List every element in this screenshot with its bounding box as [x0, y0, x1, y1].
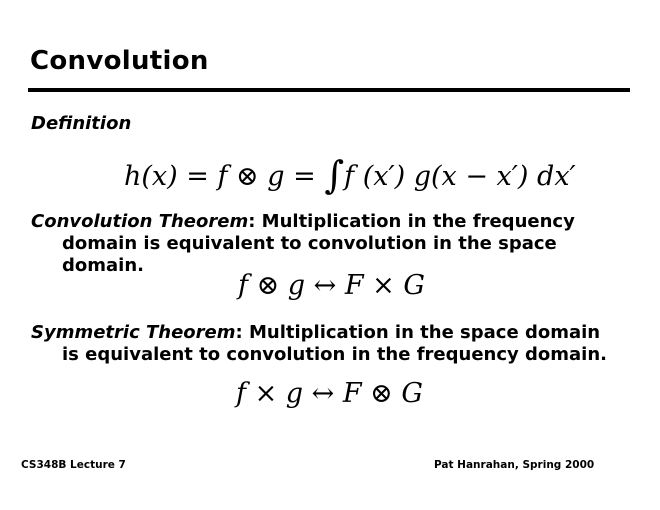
convolution-theorem-line-3: domain.: [62, 255, 144, 276]
equation-rhs: f (x′) g(x − x′) dx′: [344, 161, 576, 192]
convolution-theorem-equation: f ⊗ g ↔ F × G: [238, 270, 425, 301]
slide-title: Convolution: [30, 46, 209, 76]
convolution-theorem-line-1: [31, 211, 631, 233]
symmetric-theorem-line-2: is equivalent to convolution in the frequency domain.: [62, 344, 607, 365]
equation-lhs: h(x) = f ⊗ g =: [124, 161, 325, 192]
symmetric-theorem-equation: f × g ↔ F ⊗ G: [236, 378, 423, 409]
footer-author: Pat Hanrahan, Spring 2000: [434, 459, 595, 471]
convolution-theorem-line-1-text: : Multiplication in the frequency: [248, 211, 575, 232]
definition-equation: [124, 152, 576, 197]
symmetric-theorem-paragraph: [31, 322, 631, 366]
footer-course: CS348B Lecture 7: [21, 459, 126, 471]
integral-sign: ∫: [324, 153, 345, 197]
definition-heading: Definition: [31, 113, 132, 134]
convolution-theorem-line-2: domain is equivalent to convolution in the space: [62, 233, 557, 254]
symmetric-theorem-line-1-text: : Multiplication in the space domain: [235, 322, 601, 343]
symmetric-theorem-name: Symmetric Theorem: [31, 322, 236, 343]
symmetric-theorem-line-1: [31, 322, 631, 344]
title-divider: [28, 88, 630, 92]
convolution-theorem-name: Convolution Theorem: [31, 211, 249, 232]
